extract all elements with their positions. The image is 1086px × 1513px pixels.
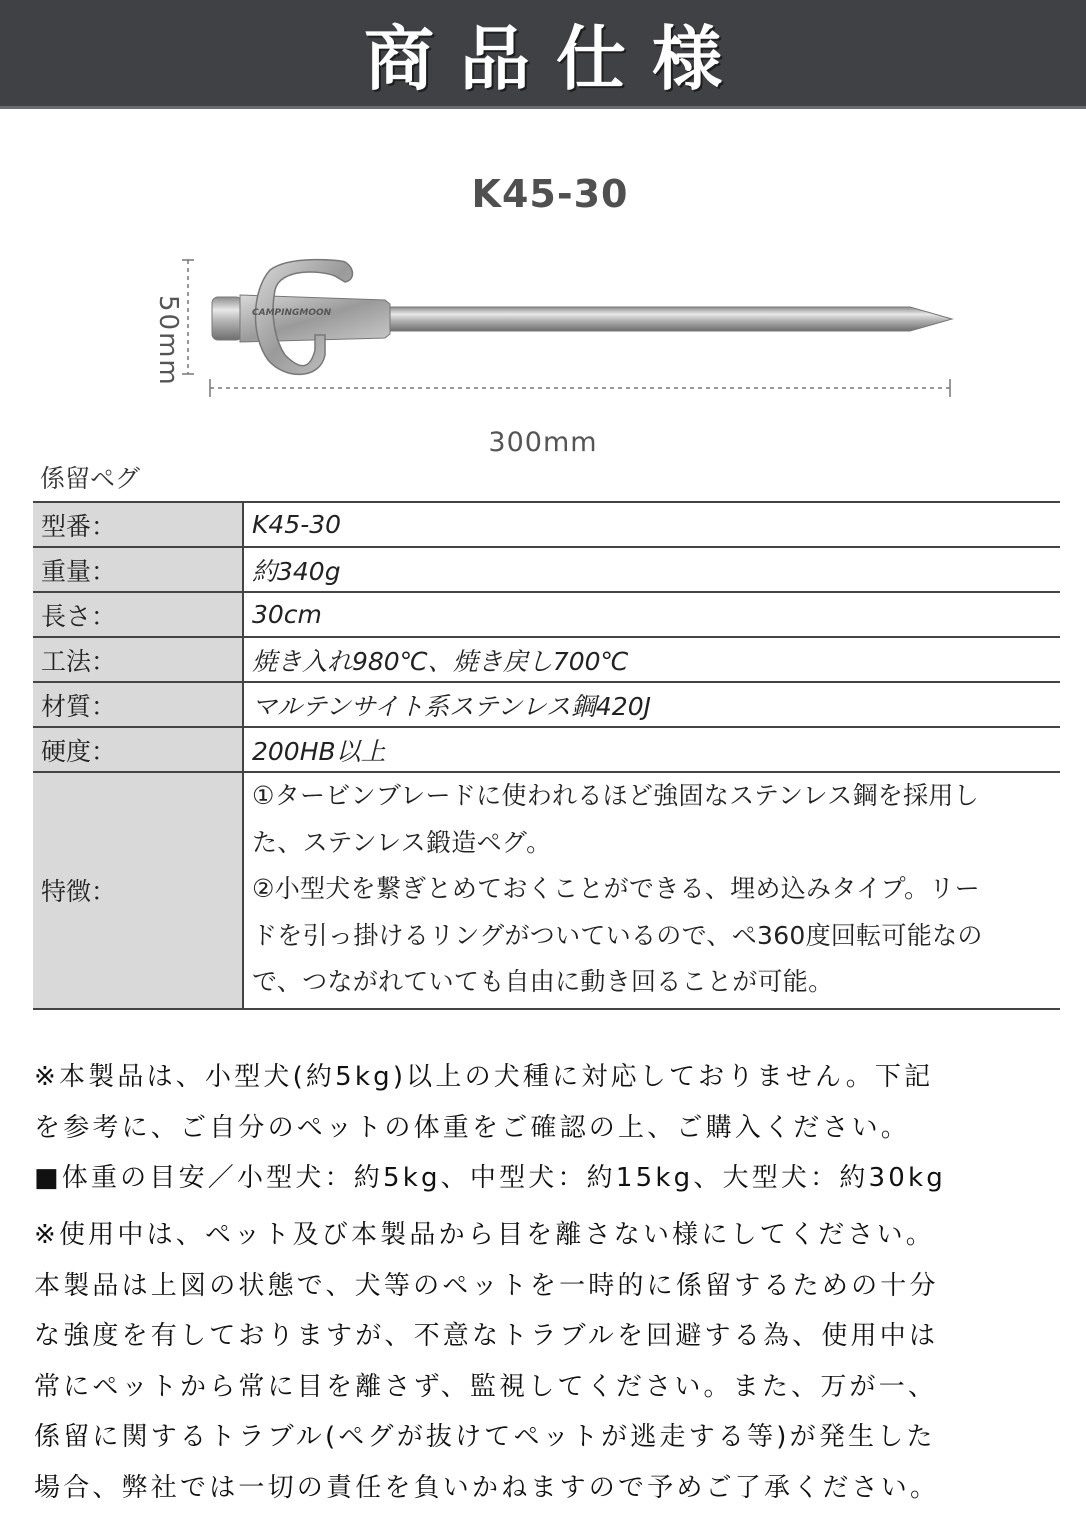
spec-key: 重量： (33, 547, 243, 592)
note-line: 常にペットから常に目を離さず、監視してください。また、万が一、 (34, 1362, 1064, 1413)
spec-key: 長さ： (33, 592, 243, 637)
usage-warning-note (34, 1210, 1064, 1513)
table-row-method (33, 637, 1060, 682)
spec-key: 材質： (33, 682, 243, 727)
spec-key: 特徴： (33, 772, 243, 1009)
spec-value: 焼き入れ980℃、焼き戻し700℃ (243, 637, 1060, 682)
spec-key: 硬度： (33, 727, 243, 772)
product-image-peg (140, 240, 970, 410)
spec-table (33, 501, 1060, 1010)
spec-key: 型番： (33, 502, 243, 547)
spec-key: 工法： (33, 637, 243, 682)
page-title: 商品仕様 (338, 3, 748, 104)
spec-value-features (243, 772, 1060, 1009)
table-row-length (33, 592, 1060, 637)
note-line: 場合、弊社では一切の責任を負いかねますので予めご了承ください。 (34, 1463, 1064, 1513)
spec-section-label: 係留ペグ (40, 459, 140, 495)
brand-engraving: CAMPINGMOON (252, 308, 332, 318)
model-title: K45-30 (0, 172, 1086, 216)
header-banner (0, 0, 1086, 109)
spec-value: 30cm (243, 592, 1060, 637)
table-row-weight (33, 547, 1060, 592)
length-dimension-label: 300mm (0, 427, 1086, 458)
note-line: を参考に、ご自分のペットの体重をご確認の上、ご購入ください。 (34, 1103, 1064, 1154)
feature-line: た、ステンレス鍛造ペグ。 (252, 820, 1060, 867)
note-line: な強度を有しておりますが、不意なトラブルを回避する為、使用中は (34, 1311, 1064, 1362)
note-line: 係留に関するトラブル(ペグが抜けてペットが逃走する等)が発生した (34, 1412, 1064, 1463)
table-row-model (33, 502, 1060, 547)
length-dimension-line (210, 379, 950, 397)
note-line: 本製品は上図の状態で、犬等のペットを一時的に係留するための十分 (34, 1261, 1064, 1312)
table-row-material (33, 682, 1060, 727)
note-line: ※使用中は、ペット及び本製品から目を離さない様にしてください。 (34, 1210, 1064, 1261)
compatibility-note (34, 1052, 1064, 1204)
note-line: ※本製品は、小型犬(約5kg)以上の犬種に対応しておりません。下記 (34, 1052, 1064, 1103)
spec-value: 200HB以上 (243, 727, 1060, 772)
feature-line: ②小型犬を繋ぎとめておくことができる、埋め込みタイプ。リー (252, 866, 1060, 913)
height-dimension-line (182, 260, 194, 374)
table-row-features (33, 772, 1060, 1009)
height-dimension-label: 50mm (153, 295, 183, 355)
spec-value: 約340g (243, 547, 1060, 592)
weight-guide-line: ■体重の目安／小型犬：約5kg、中型犬：約15kg、大型犬：約30kg (34, 1153, 1064, 1204)
spec-value: K45-30 (243, 502, 1060, 547)
feature-line: で、つながれていても自由に動き回ることが可能。 (252, 959, 1060, 1006)
feature-line: ①タービンブレードに使われるほど強固なステンレス鋼を採用し (252, 773, 1060, 820)
feature-line: ドを引っ掛けるリングがついているので、ペ360度回転可能なの (252, 913, 1060, 960)
spec-value: マルテンサイト系ステンレス鋼420J (243, 682, 1060, 727)
table-row-hardness (33, 727, 1060, 772)
